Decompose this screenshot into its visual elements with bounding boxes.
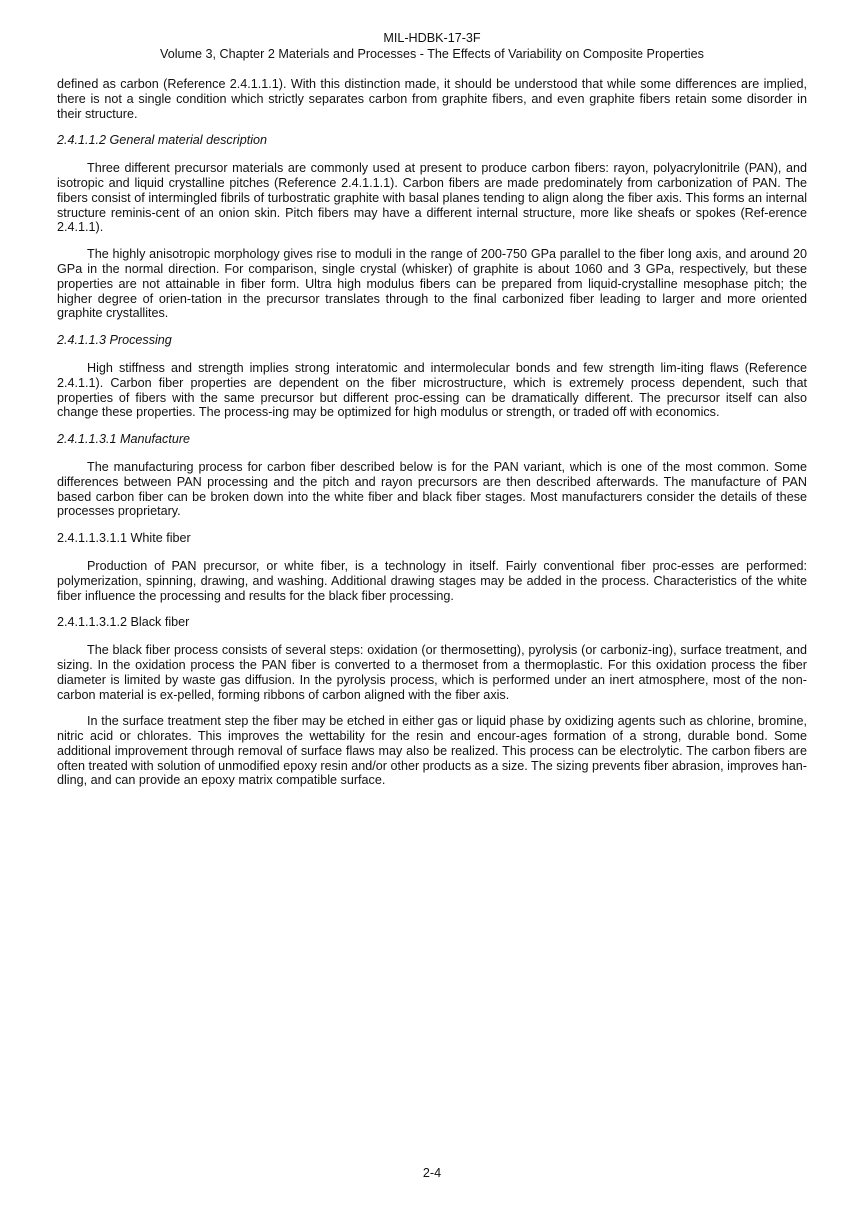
- paragraph: High stiffness and strength implies strong interatomic and intermolecular bonds and few strength lim-iting flaws (Reference 2.4.1.1). Carbon fiber properties are dependent on the fiber microstructure, which is extremely process dependent, such that properties of fibers with the same precursor but different proc-essing can be dramatically different. The precursor itself can also change these properties. The process-ing may be optimized for high modulus or strength, or traded off with economics.: [57, 360, 807, 420]
- chapter-subtitle: Volume 3, Chapter 2 Materials and Processes - The Effects of Variability on Composite Properties: [160, 47, 704, 61]
- document-body: [57, 77, 807, 788]
- page-number: 2-4: [422, 1166, 442, 1180]
- document-id: MIL-HDBK-17-3F: [383, 31, 481, 45]
- paragraph: The manufacturing process for carbon fiber described below is for the PAN variant, which is one of the most common. Some differences between PAN processing and the pitch and rayon precursors are then described afterwards. The manufacture of PAN based carbon fiber can be broken down into the white fiber and black fiber stages. Most manufacturers consider the details of these processes proprietary.: [57, 459, 807, 519]
- section-heading-manufacture: 2.4.1.1.3.1 Manufacture: [57, 432, 191, 447]
- section-heading-white-fiber: 2.4.1.1.3.1.1 White fiber: [57, 531, 191, 546]
- paragraph-continuation: defined as carbon (Reference 2.4.1.1.1). With this distinction made, it should be understood that while some differences are implied, there is not a single condition which strictly separates carbon from graphite fibers, and even graphite fibers retain some disorder in their structure.: [57, 77, 807, 121]
- document-page: [57, 30, 807, 1200]
- paragraph: Production of PAN precursor, or white fiber, is a technology in itself. Fairly conventional fiber proc-esses are performed: polymerization, spinning, drawing, and washing. Additional drawing stages may be added in the process. Characteristics of the white fiber influence the processing and results for the black fiber processing.: [57, 558, 807, 603]
- paragraph: Three different precursor materials are commonly used at present to produce carbon fibers: rayon, polyacrylonitrile (PAN), and isotropic and liquid crystalline pitches (Reference 2.4.1.1.1). Carbon fibers are made predominately from carbonization of PAN. The fibers consist of intermingled fibrils of turbostratic graphite with basal planes tending to align along the fiber axis. This forms an internal structure reminis-cent of an onion skin. Pitch fibers may have a different internal structure, more like sheafs or spokes (Ref-erence 2.4.1.1).: [57, 161, 807, 235]
- section-heading-processing: 2.4.1.1.3 Processing: [57, 333, 172, 348]
- paragraph: The highly anisotropic morphology gives rise to moduli in the range of 200-750 GPa parallel to the fiber long axis, and around 20 GPa in the normal direction. For comparison, single crystal (whisker) of graphite is about 1060 and 3 GPa, respectively, but these properties are not attainable in fiber form. Ultra high modulus fibers can be prepared from liquid-crystalline mesophase pitch; the higher degree of orien-tation in the precursor translates through to the final carbonized fiber leading to larger and more oriented graphite crystallites.: [57, 247, 807, 321]
- page-header: [57, 30, 807, 62]
- section-heading-general-material-description: 2.4.1.1.2 General material description: [57, 133, 268, 148]
- section-heading-black-fiber: 2.4.1.1.3.1.2 Black fiber: [57, 615, 190, 630]
- paragraph: The black fiber process consists of several steps: oxidation (or thermosetting), pyrolysis (or carboniz-ing), surface treatment, and sizing. In the oxidation process the PAN fiber is converted to a thermoset from a thermoplastic. For this oxidation process the fiber diameter is limited by waste gas diffusion. In the pyrolysis process, which is performed under an inert atmosphere, most of the non-carbon material is ex-pelled, forming ribbons of carbon aligned with the fiber axis.: [57, 643, 807, 702]
- paragraph: In the surface treatment step the fiber may be etched in either gas or liquid phase by oxidizing agents such as chlorine, bromine, nitric acid or chlorates. This improves the wettability for the resin and encour-ages formation of a strong, durable bond. Some additional improvement through removal of surface flaws may also be realized. This process can be electrolytic. The carbon fibers are often treated with solution of unmodified epoxy resin and/or other products as a size. The sizing prevents fiber abrasion, improves han-dling, and can provide an epoxy matrix compatible surface.: [57, 714, 807, 788]
